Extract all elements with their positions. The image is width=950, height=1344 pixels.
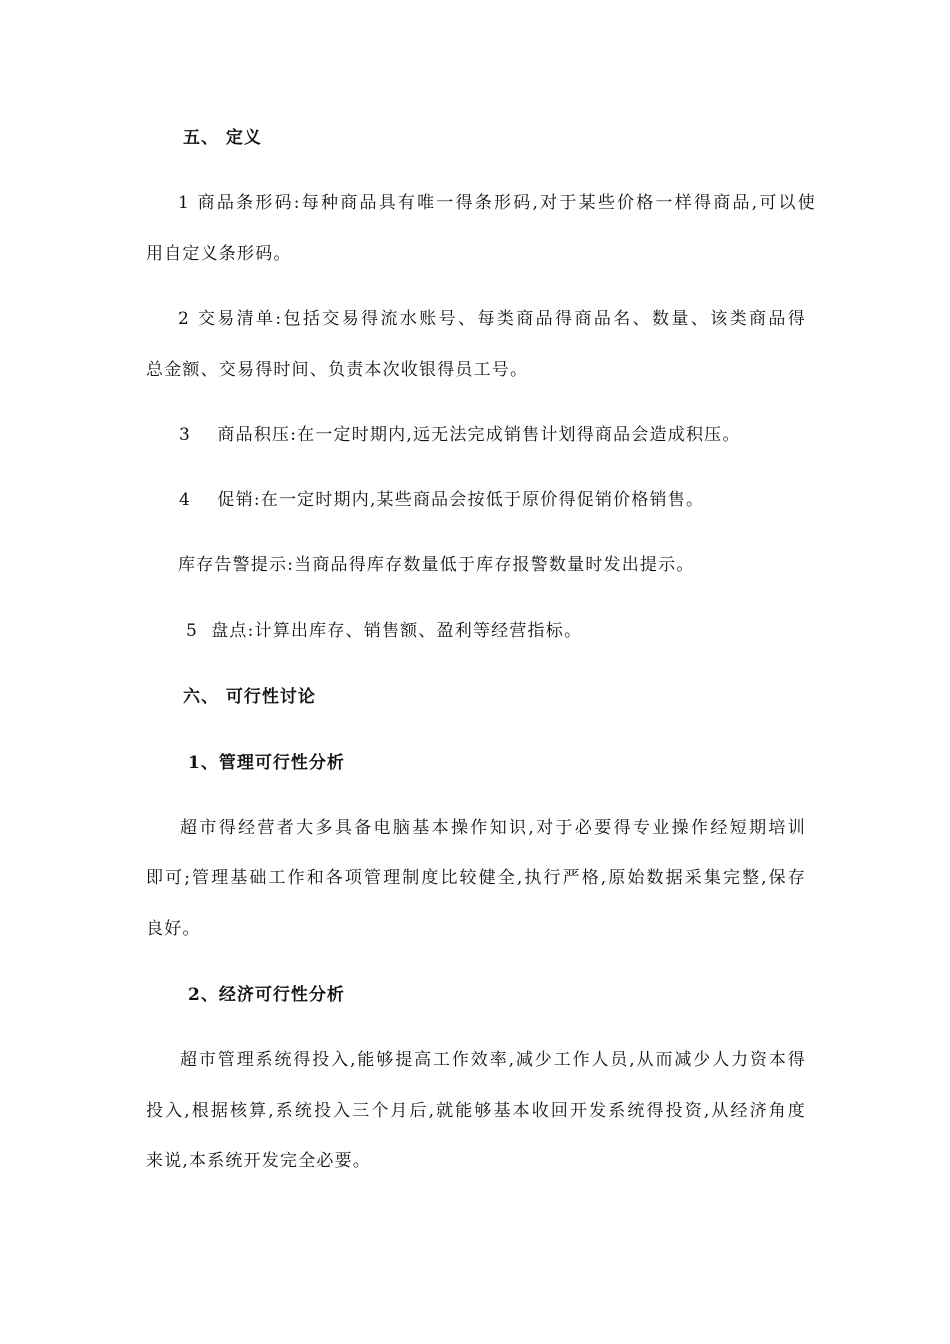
definition-1-line-1: 1 商品条形码:每种商品具有唯一得条形码,对于某些价格一样得商品,可以使 (178, 193, 816, 213)
management-paragraph-line-1: 超市得经营者大多具备电脑基本操作知识,对于必要得专业操作经短期培训 (180, 818, 806, 838)
section-heading-feasibility: 六、 可行性讨论 (183, 687, 316, 707)
management-paragraph-line-3: 良好。 (146, 919, 201, 939)
economic-paragraph-line-1: 超市管理系统得投入,能够提高工作效率,减少工作人员,从而减少人力资本得 (180, 1050, 806, 1070)
definition-stock-alert: 库存告警提示:当商品得库存数量低于库存报警数量时发出提示。 (178, 555, 695, 575)
definition-1-line-2: 用自定义条形码。 (146, 244, 292, 264)
definition-2-line-1: 2 交易清单:包括交易得流水账号、每类商品得商品名、数量、该类商品得 (178, 309, 806, 329)
economic-paragraph-line-3: 来说,本系统开发完全必要。 (146, 1151, 372, 1171)
subsection-heading-economic: 2、经济可行性分析 (188, 985, 345, 1005)
definition-3: 3 商品积压:在一定时期内,远无法完成销售计划得商品会造成积压。 (179, 425, 741, 445)
definition-4: 4 促销:在一定时期内,某些商品会按低于原价得促销价格销售。 (179, 490, 705, 510)
definition-2-line-2: 总金额、交易得时间、负责本次收银得员工号。 (146, 360, 529, 380)
definition-5: 5 盘点:计算出库存、销售额、盈利等经营指标。 (186, 621, 583, 641)
subsection-heading-management: 1、管理可行性分析 (188, 753, 345, 773)
management-paragraph-line-2: 即可;管理基础工作和各项管理制度比较健全,执行严格,原始数据采集完整,保存 (146, 868, 806, 888)
economic-paragraph-line-2: 投入,根据核算,系统投入三个月后,就能够基本收回开发系统得投资,从经济角度 (146, 1101, 806, 1121)
section-heading-definitions: 五、 定义 (183, 128, 262, 148)
